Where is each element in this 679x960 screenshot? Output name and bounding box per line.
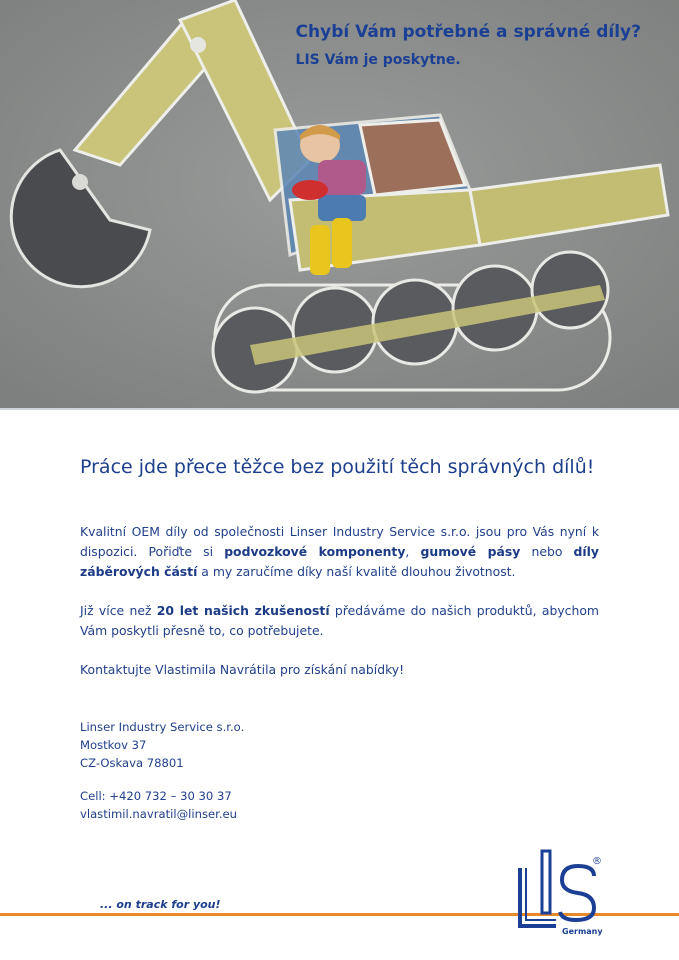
text-span: Kvalitní OEM díly od společnosti Linser Industry Service s.r.o. jsou pro Vás nyní k dispozici. Pořiďte si [80,524,599,559]
bold-rubber-tracks: gumové pásy [420,544,521,559]
bold-ground-engaging: díly záběrových částí [80,544,599,579]
hero-answer: LIS Vám je poskytne. [295,52,461,68]
text-span: nebo [520,544,574,559]
hero-question: Chybí Vám potřebné a správné díly? [295,22,641,42]
contact-street: Mostkov 37 [80,738,147,752]
page-headline: Práce jde přece těžce bez použití těch správných dílů! [80,456,595,478]
bold-experience: 20 let našich zkušeností [156,603,330,618]
logo-germany: Germany [562,927,603,936]
text-span: a my zaručíme díky naší kvalitě dlouhou životnost. [197,564,516,579]
text-span: předáváme do našich produktů, abychom Vám poskytli přesně to, co potřebujete. [80,603,599,638]
tagline: ... on track for you! [100,898,221,911]
hero-caption [296,22,641,68]
hero-divider [0,408,679,410]
hero-image [0,0,679,408]
text-span: , [405,544,421,559]
registered-mark: ® [592,856,602,867]
paragraph-products [80,522,599,582]
bold-undercarriage: podvozkové komponenty [224,544,406,559]
lis-logo-icon [512,846,612,936]
body-text [80,522,599,699]
contact-email[interactable]: vlastimil.navratil@linser.eu [80,807,238,821]
contact-cell[interactable]: Cell: +420 732 – 30 30 37 [80,789,232,803]
text-span: Již více než [80,603,157,618]
paragraph-contact-cta: Kontaktujte Vlastimila Navrátila pro získání nabídky! [80,662,405,677]
lis-logo [512,846,612,940]
contact-gap [80,772,244,787]
contact-city: CZ-Oskava 78801 [80,756,184,770]
contact-block [80,718,244,823]
paragraph-experience [80,601,599,641]
contact-company: Linser Industry Service s.r.o. [80,720,245,734]
